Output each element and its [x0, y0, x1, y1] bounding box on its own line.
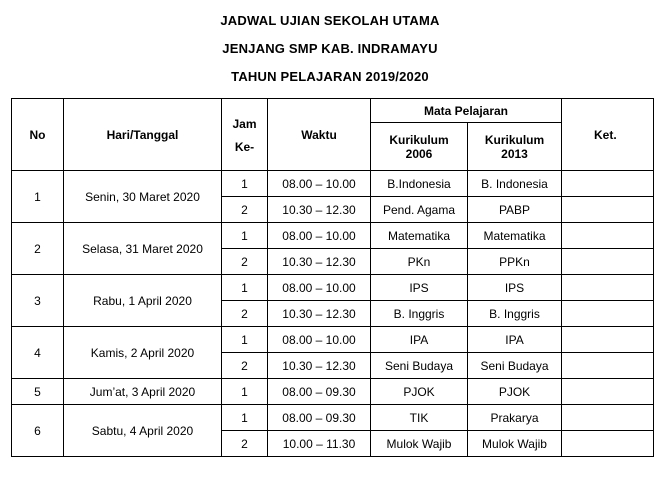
session-jam: 2 [222, 353, 268, 379]
header-no: No [12, 99, 64, 171]
header-mata-pelajaran: Mata Pelajaran [371, 99, 562, 123]
subject-k2013: IPA [468, 327, 562, 353]
table-row [12, 223, 654, 249]
day-number: 6 [12, 405, 64, 457]
ket-cell [562, 223, 654, 249]
session-jam: 1 [222, 171, 268, 197]
subject-k2006: PKn [371, 249, 468, 275]
session-jam: 2 [222, 249, 268, 275]
subject-k2013: B. Indonesia [468, 171, 562, 197]
ket-cell [562, 353, 654, 379]
subject-k2013: Mulok Wajib [468, 431, 562, 457]
session-jam: 1 [222, 275, 268, 301]
session-waktu: 08.00 – 09.30 [268, 405, 371, 431]
session-jam: 1 [222, 379, 268, 405]
session-waktu: 10.30 – 12.30 [268, 301, 371, 327]
day-date: Rabu, 1 April 2020 [64, 275, 222, 327]
session-jam: 1 [222, 327, 268, 353]
day-date: Sabtu, 4 April 2020 [64, 405, 222, 457]
day-date: Jum’at, 3 April 2020 [64, 379, 222, 405]
session-jam: 1 [222, 405, 268, 431]
session-jam: 2 [222, 431, 268, 457]
subject-k2013: IPS [468, 275, 562, 301]
session-jam: 2 [222, 197, 268, 223]
subject-k2013: B. Inggris [468, 301, 562, 327]
subject-k2013: Matematika [468, 223, 562, 249]
header-k2006-line-1: Kurikulum [389, 132, 449, 147]
table-row [12, 171, 654, 197]
session-waktu: 10.00 – 11.30 [268, 431, 371, 457]
subject-k2013: PPKn [468, 249, 562, 275]
session-waktu: 10.30 – 12.30 [268, 197, 371, 223]
ket-cell [562, 379, 654, 405]
day-number: 5 [12, 379, 64, 405]
day-number: 2 [12, 223, 64, 275]
table-row [12, 379, 654, 405]
subject-k2006: IPS [371, 275, 468, 301]
session-waktu: 08.00 – 10.00 [268, 327, 371, 353]
session-waktu: 08.00 – 10.00 [268, 275, 371, 301]
table-row [12, 405, 654, 431]
session-waktu: 10.30 – 12.30 [268, 353, 371, 379]
header-k2013-line-2: 2013 [501, 146, 528, 161]
header-hari-tanggal: Hari/Tanggal [64, 99, 222, 171]
header-kurikulum-2006 [371, 123, 468, 171]
subject-k2013: Seni Budaya [468, 353, 562, 379]
document-title-line-2: JENJANG SMP KAB. INDRAMAYU [222, 41, 438, 56]
header-kurikulum-2013 [468, 123, 562, 171]
ket-cell [562, 275, 654, 301]
header-waktu: Waktu [268, 99, 371, 171]
subject-k2006: Pend. Agama [371, 197, 468, 223]
session-waktu: 08.00 – 09.30 [268, 379, 371, 405]
ket-cell [562, 171, 654, 197]
subject-k2013: Prakarya [468, 405, 562, 431]
subject-k2013: PJOK [468, 379, 562, 405]
header-k2013-line-1: Kurikulum [484, 132, 545, 147]
day-number: 1 [12, 171, 64, 223]
ket-cell [562, 301, 654, 327]
schedule-body [12, 171, 654, 457]
header-jam-line-1: Jam [232, 116, 257, 131]
session-waktu: 08.00 – 10.00 [268, 223, 371, 249]
day-number: 4 [12, 327, 64, 379]
ket-cell [562, 327, 654, 353]
session-waktu: 08.00 – 10.00 [268, 171, 371, 197]
subject-k2006: Seni Budaya [371, 353, 468, 379]
subject-k2006: Matematika [371, 223, 468, 249]
subject-k2006: B. Inggris [371, 301, 468, 327]
header-ket: Ket. [562, 99, 654, 171]
header-jam-ke [222, 99, 268, 171]
subject-k2006: B.Indonesia [371, 171, 468, 197]
ket-cell [562, 197, 654, 223]
document-title-line-3: TAHUN PELAJARAN 2019/2020 [231, 69, 429, 84]
table-row [12, 327, 654, 353]
session-jam: 2 [222, 301, 268, 327]
session-jam: 1 [222, 223, 268, 249]
subject-k2006: Mulok Wajib [371, 431, 468, 457]
day-date: Selasa, 31 Maret 2020 [64, 223, 222, 275]
header-row-top [12, 99, 654, 123]
subject-k2006: TIK [371, 405, 468, 431]
subject-k2006: PJOK [371, 379, 468, 405]
ket-cell [562, 405, 654, 431]
subject-k2006: IPA [371, 327, 468, 353]
ket-cell [562, 431, 654, 457]
day-date: Senin, 30 Maret 2020 [64, 171, 222, 223]
day-number: 3 [12, 275, 64, 327]
document-title-line-1: JADWAL UJIAN SEKOLAH UTAMA [220, 13, 440, 28]
exam-schedule-table [11, 98, 654, 457]
header-jam-line-2: Ke- [234, 139, 255, 154]
ket-cell [562, 249, 654, 275]
day-date: Kamis, 2 April 2020 [64, 327, 222, 379]
table-row [12, 275, 654, 301]
header-k2006-line-2: 2006 [405, 146, 433, 161]
subject-k2013: PABP [468, 197, 562, 223]
session-waktu: 10.30 – 12.30 [268, 249, 371, 275]
